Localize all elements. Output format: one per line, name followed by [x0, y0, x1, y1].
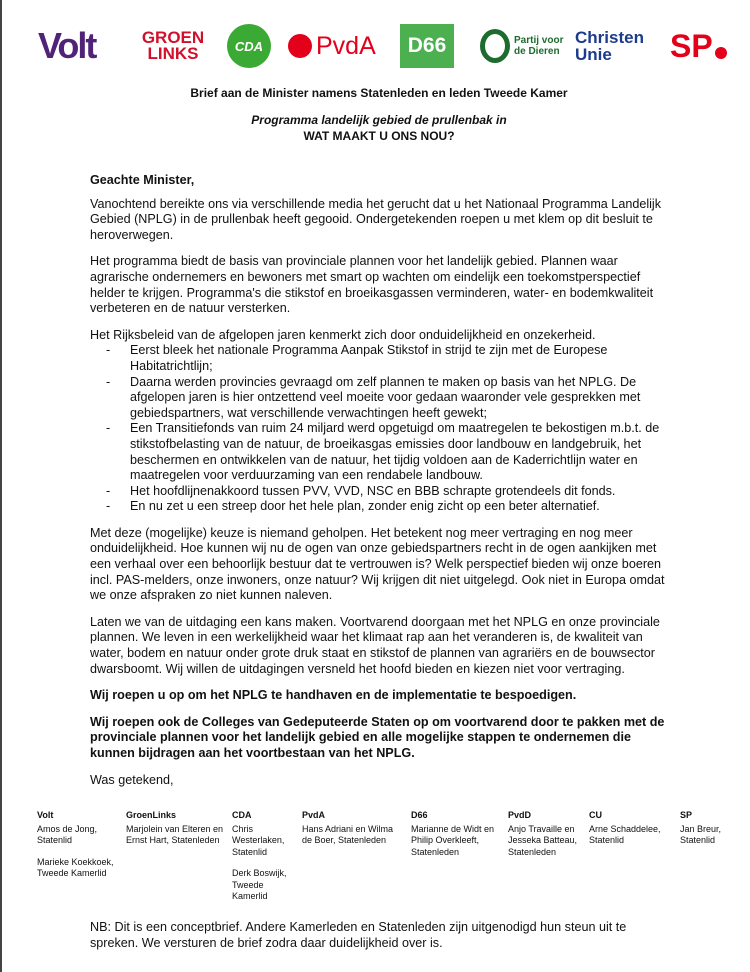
signatory-names: Marianne de Widt en Philip Overkleeft, Statenleden: [411, 823, 495, 857]
signatory-names-2: Marieke Koekkoek, Tweede Kamerlid: [37, 856, 114, 879]
logo-cu-text: Christen Unie: [575, 28, 644, 64]
logo-pvdd-text: Partij voor de Dieren: [514, 35, 564, 57]
salutation: Geachte Minister,: [90, 173, 195, 187]
signatory-sp: [680, 810, 740, 847]
party-name: Volt: [37, 810, 54, 821]
letter-subtitle: Programma landelijk gebied de prullenbak in: [251, 113, 507, 127]
logo-sp-text: SP: [670, 27, 713, 64]
signatory-cda: [232, 810, 298, 903]
paragraph-6: Wij roepen u op om het NPLG te handhaven en de implementatie te bespoedigen.: [90, 688, 577, 703]
party-name: SP: [680, 810, 693, 821]
tomato-icon: [715, 47, 727, 59]
logo-pvdd: [480, 22, 574, 70]
logo-pvda-text: PvdA: [316, 31, 376, 60]
list-item: - Het hoofdlijnenakkoord tussen PVV, VVD, NSC en BBB schrapte grotendeels dit fonds.: [130, 484, 668, 500]
signatory-names: Arne Schaddelee, Statenlid: [589, 823, 661, 846]
signatory-groenlinks: [126, 810, 226, 847]
bullet-list: [90, 343, 668, 515]
signatory-names-2: Derk Boswijk, Tweede Kamerlid: [232, 868, 287, 902]
paragraph-1: Vanochtend bereikte ons via verschillende media het gerucht dat u het Nationaal Programma Landelijk Gebied (NPLG) in de prullenbak heeft gegooid. Ondergetekenden roepen u met klem op dit besluit te heroverwegen.: [90, 196, 662, 242]
letter-subtitle-caps: WAT MAAKT U ONS NOU?: [303, 129, 455, 143]
signatory-pvda: [302, 810, 402, 847]
logo-d66: D66: [400, 24, 454, 68]
paragraph-2: Het programma biedt de basis van provinciale plannen voor het landelijk gebied. Plannen waar agrarische ondernemers en bewoners met smart op wachten om eindelijk een toekomstperspectief helder te krijgen. Programma's die stikstof en broeikasgassen verminderen, water- en bodemkwaliteit verbeteren en de natuur versterken.: [90, 254, 654, 316]
logo-groenlinks: [132, 22, 214, 70]
letter-title: Brief aan de Minister namens Statenleden en leden Tweede Kamer: [190, 86, 568, 100]
paragraph-4: Met deze (mogelijke) keuze is niemand geholpen. Het betekent nog meer vertraging en nog meer onduidelijkheid. Hoe kunnen wij nu de ogen van onze gebiedspartners recht in de ogen aankijken met een verhaal over een behoorlijk bestuur dat te vertrouwen is? Welk perspectief bieden wij onze boeren incl. PAS-melders, onze inwoners, onze natuur? Wij krijgen dit niet uitgelegd. Ook niet in Europa omdat we onze afspraken zo niet kunnen naleven.: [90, 525, 665, 603]
signatory-names: Marjolein van Elteren en Ernst Hart, Statenleden: [126, 823, 224, 846]
logo-pvda: [288, 22, 376, 70]
signatory-volt: [37, 810, 122, 880]
paragraph-3-intro: Het Rijksbeleid van de afgelopen jaren kenmerkt zich door onduidelijkheid en onzekerheid.: [90, 327, 596, 342]
signatory-names: Anjo Travaille en Jesseka Batteau, Statenleden: [508, 823, 578, 857]
party-name: GroenLinks: [126, 810, 177, 821]
list-item: - Daarna werden provincies gevraagd om zelf plannen te maken op basis van het NPLG. De afgelopen jaren is hier ontzettend veel moeite voor gedaan waaronder vele gesprekken met gebiedspartners, wat verschillende verwachtingen heeft gewekt;: [130, 375, 668, 422]
list-item: - En nu zet u een streep door het hele plan, zonder enig zicht op een beter alternatief.: [130, 499, 668, 515]
logo-christenunie: [575, 22, 659, 70]
logo-volt: Volt: [38, 25, 96, 66]
letter-body: [37, 173, 722, 962]
party-name: D66: [411, 810, 428, 821]
rose-icon: [288, 34, 312, 58]
party-name: CDA: [232, 810, 252, 821]
closing: Was getekend,: [90, 772, 174, 787]
party-name: PvdA: [302, 810, 326, 821]
party-logos: [30, 22, 730, 70]
signatory-d66: [411, 810, 503, 858]
party-name: PvdD: [508, 810, 532, 821]
list-item: - Een Transitiefonds van ruim 24 miljard werd opgetuigd om maatregelen te bekostigen m.b.t. de stikstofbelasting van de natuur, de broeikasgas emissies door landbouw en landgebruik, het beschermen en ontwikkelen van de natuur, het tijdig voldoen aan de Kaderrichtlijn water en maatregelen voor verduurzaming van een rendabele landbouw.: [130, 421, 668, 483]
signatory-pvdd: [508, 810, 584, 858]
nb-note: NB: Dit is een conceptbrief. Andere Kamerleden en Statenleden zijn uitgenodigd hun steun uit te spreken. We versturen de brief zodra daar duidelijkheid over is.: [90, 920, 627, 950]
logo-sp: [670, 22, 727, 70]
signatory-names: Amos de Jong, Statenlid: [37, 823, 98, 846]
signatory-names: Chris Westerlaken, Statenlid: [232, 823, 285, 857]
paragraph-7: Wij roepen ook de Colleges van Gedeputeerde Staten op om voortvarend door te pakken met de provinciale plannen voor het landelijk gebied en alle mogelijke stappen te ondernemen die kunnen bijdragen aan het voortbestaan van het NPLG.: [90, 714, 665, 760]
logo-groenlinks-text: GROEN LINKS: [141, 28, 205, 63]
paragraph-5: Laten we van de uitdaging een kans maken. Voortvarend doorgaan met het NPLG en onze provinciale plannen. We leven in een werkelijkheid waar het klimaat rap aan het veranderen is, de kwaliteit van water, bodem en natuur onder grote druk staat en stikstof de plannen van agrariërs en de bouwsector dwarsboomt. Wij willen de uitdagingen versneld het hoofd bieden en kiezen niet voor vertraging.: [90, 614, 660, 676]
party-name: CU: [589, 810, 602, 821]
signatory-names: Hans Adriani en Wilma de Boer, Statenleden: [302, 823, 394, 846]
logo-cda: CDA: [227, 24, 271, 68]
signatory-cu: [589, 810, 675, 847]
signatory-names: Jan Breur, Statenlid: [680, 823, 722, 846]
signatories: [0, 810, 750, 902]
list-item: - Eerst bleek het nationale Programma Aanpak Stikstof in strijd te zijn met de Europese Habitatrichtlijn;: [130, 343, 668, 374]
apple-icon: [480, 29, 510, 63]
